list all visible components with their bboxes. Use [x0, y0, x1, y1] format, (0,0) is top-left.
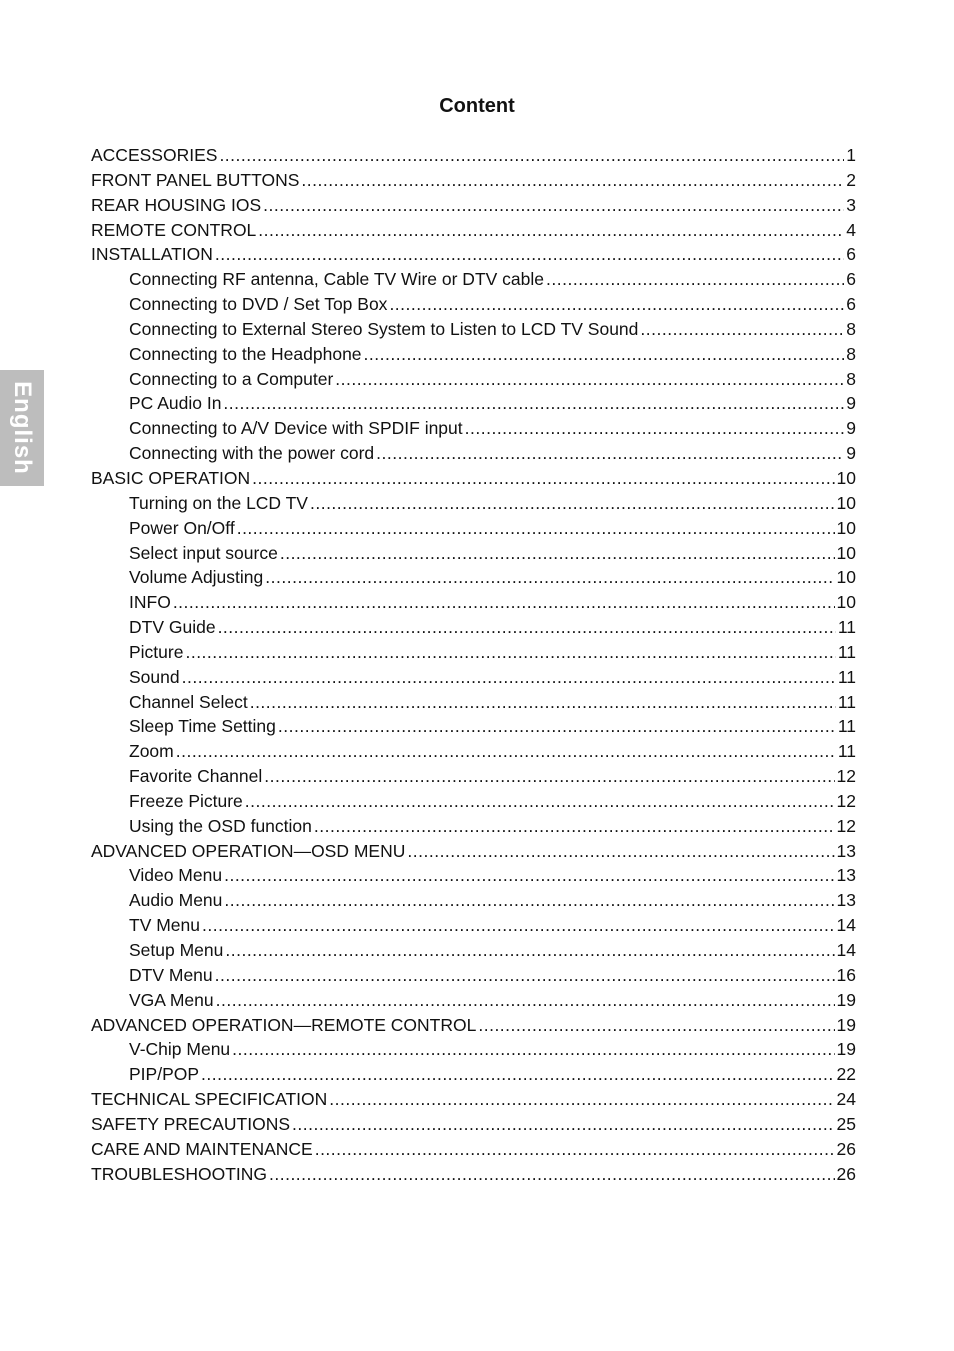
toc-subentry	[91, 292, 856, 317]
toc-subentry	[91, 541, 856, 566]
toc-entry	[91, 839, 856, 864]
dot-leader	[225, 938, 834, 963]
toc-page-number: 10	[836, 542, 856, 563]
toc-entry-label: INSTALLATION	[91, 244, 213, 265]
toc-page-number: 11	[837, 691, 856, 712]
dot-leader	[182, 665, 836, 690]
dot-leader	[215, 242, 844, 267]
toc-entry	[91, 242, 856, 267]
toc-entry-label: Sleep Time Setting	[129, 716, 276, 737]
toc-entry	[91, 1112, 856, 1137]
toc-page-number: 14	[836, 940, 856, 960]
toc-subentry	[91, 988, 856, 1013]
toc-subentry	[91, 714, 856, 739]
dot-leader	[335, 367, 844, 392]
dot-leader	[219, 143, 844, 168]
dot-leader	[201, 1062, 835, 1087]
toc-page-number: 12	[836, 790, 856, 811]
toc-page-number: 10	[836, 517, 856, 538]
dot-leader	[245, 789, 835, 814]
toc-entry	[91, 1162, 856, 1187]
toc-page-number: 1	[846, 145, 856, 165]
toc-page-number: 12	[836, 766, 856, 787]
toc-entry-label: SAFETY PRECAUTIONS	[91, 1113, 291, 1134]
toc-entry	[91, 168, 856, 193]
toc-page-number: 16	[836, 964, 856, 985]
toc-page-number: 6	[846, 294, 856, 315]
toc-entry-label: ADVANCED OPERATION—REMOTE CONTROL	[91, 1014, 477, 1035]
toc-subentry	[91, 640, 856, 665]
toc-entry-label: Video Menu	[129, 865, 223, 886]
toc-subentry	[91, 913, 856, 938]
toc-page-number: 4	[846, 219, 856, 240]
toc-page-number: 24	[836, 1089, 856, 1110]
toc-page-number: 10	[836, 467, 856, 488]
dot-leader	[173, 590, 835, 615]
toc-entry-label: Connecting to A/V Device with SPDIF input	[129, 418, 463, 439]
dot-leader	[292, 1112, 835, 1137]
language-tab-label: English	[9, 381, 36, 475]
dot-leader	[224, 863, 834, 888]
toc-page-number: 3	[846, 194, 856, 215]
toc-entry-label: ADVANCED OPERATION—OSD MENU	[91, 840, 406, 861]
toc-entry-label: Using the OSD function	[129, 815, 312, 836]
toc-entry-label: INFO	[129, 592, 171, 613]
toc-subentry	[91, 416, 856, 441]
toc-subentry	[91, 863, 856, 888]
toc-page-number: 26	[836, 1163, 856, 1184]
toc-entry-label: DTV Menu	[129, 964, 213, 985]
toc-page-number: 9	[846, 393, 856, 414]
dot-leader	[301, 168, 844, 193]
dot-leader	[269, 1162, 835, 1187]
toc-subentry	[91, 690, 856, 715]
toc-page-number: 11	[837, 641, 856, 662]
toc-entry	[91, 466, 856, 491]
toc-entry	[91, 193, 856, 218]
toc-subentry	[91, 1062, 856, 1087]
dot-leader	[407, 839, 834, 864]
toc-entry-label: TECHNICAL SPECIFICATION	[91, 1089, 328, 1110]
toc-page-number: 9	[846, 418, 856, 439]
toc-entry-label: Power On/Off	[129, 517, 235, 538]
toc-page-number: 10	[836, 592, 856, 613]
dot-leader	[202, 913, 835, 938]
dot-leader	[478, 1013, 834, 1038]
toc-entry-label: ACCESSORIES	[91, 145, 218, 165]
dot-leader	[185, 640, 835, 665]
toc-entry-label: Connecting to DVD / Set Top Box	[129, 294, 388, 315]
dot-leader	[265, 565, 834, 590]
toc-entry-label: Favorite Channel	[129, 766, 263, 787]
toc-entry-label: Connecting to a Computer	[129, 368, 334, 389]
toc-entry-label: Audio Menu	[129, 890, 223, 911]
toc-entry	[91, 1087, 856, 1112]
toc-page-number: 10	[836, 492, 856, 513]
toc-page-number: 14	[836, 915, 856, 936]
toc-page-number: 8	[846, 343, 856, 364]
dot-leader	[364, 342, 845, 367]
toc-page-number: 8	[846, 318, 856, 339]
toc-subentry	[91, 317, 856, 342]
dot-leader	[546, 267, 844, 292]
toc-entry-label: REMOTE CONTROL	[91, 219, 257, 240]
toc-entry-label: Setup Menu	[129, 940, 224, 960]
toc-entry	[91, 1013, 856, 1038]
dot-leader	[329, 1087, 834, 1112]
dot-leader	[237, 516, 835, 541]
dot-leader	[232, 1037, 834, 1062]
dot-leader	[258, 218, 844, 243]
toc-entry-label: Connecting to External Stereo System to Listen to LCD TV Sound	[129, 318, 639, 339]
dot-leader	[215, 963, 835, 988]
toc-page-number: 19	[836, 989, 856, 1010]
toc-entry-label: Zoom	[129, 741, 174, 762]
toc-subentry	[91, 814, 856, 839]
toc-page-number: 2	[846, 169, 856, 190]
dot-leader	[250, 690, 836, 715]
toc-entry	[91, 1137, 856, 1162]
toc-subentry	[91, 888, 856, 913]
toc-page-number: 13	[836, 865, 856, 886]
toc-entry-label: Freeze Picture	[129, 790, 243, 811]
toc-page-number: 13	[836, 840, 856, 861]
toc-subentry	[91, 789, 856, 814]
toc-subentry	[91, 367, 856, 392]
toc-entry-label: VGA Menu	[129, 989, 214, 1010]
dot-leader	[263, 193, 844, 218]
toc-entry	[91, 143, 856, 168]
dot-leader	[218, 615, 836, 640]
dot-leader	[389, 292, 844, 317]
dot-leader	[315, 1137, 835, 1162]
dot-leader	[310, 491, 835, 516]
toc-entry-label: TV Menu	[129, 915, 200, 936]
dot-leader	[280, 541, 835, 566]
toc-entry-label: Volume Adjusting	[129, 567, 264, 588]
toc-page-number: 11	[837, 741, 856, 762]
toc-subentry	[91, 764, 856, 789]
page-title: Content	[439, 95, 515, 117]
toc-entry-label: TROUBLESHOOTING	[91, 1163, 267, 1184]
dot-leader	[640, 317, 844, 342]
toc-entry	[91, 218, 856, 243]
dot-leader	[264, 764, 834, 789]
toc-entry-label: Channel Select	[129, 691, 248, 712]
toc-page-number: 6	[846, 269, 856, 290]
dot-leader	[224, 888, 834, 913]
toc-subentry	[91, 342, 856, 367]
toc-subentry	[91, 491, 856, 516]
toc-page-number: 11	[837, 666, 856, 687]
toc-subentry	[91, 665, 856, 690]
toc-page-number: 26	[836, 1138, 856, 1159]
toc-entry-label: Turning on the LCD TV	[129, 492, 308, 513]
toc-page-number: 22	[836, 1064, 856, 1085]
toc-entry-label: Select input source	[129, 542, 278, 563]
toc-subentry	[91, 565, 856, 590]
toc-subentry	[91, 615, 856, 640]
toc-entry-label: Picture	[129, 641, 184, 662]
dot-leader	[223, 391, 844, 416]
toc-page-number: 8	[846, 368, 856, 389]
toc-page-number: 19	[836, 1039, 856, 1060]
toc-subentry	[91, 516, 856, 541]
dot-leader	[314, 814, 835, 839]
toc-page-number: 11	[837, 617, 856, 638]
toc-subentry	[91, 391, 856, 416]
toc-page-number: 10	[836, 567, 856, 588]
toc-entry-label: V-Chip Menu	[129, 1039, 231, 1060]
dot-leader	[216, 988, 835, 1013]
toc-subentry	[91, 938, 856, 963]
toc-page-number: 25	[836, 1113, 856, 1134]
toc-page-number: 19	[836, 1014, 856, 1035]
toc-subentry	[91, 963, 856, 988]
toc-entry-label: CARE AND MAINTENANCE	[91, 1138, 313, 1159]
dot-leader	[376, 441, 844, 466]
toc-page-number: 13	[836, 890, 856, 911]
toc-entry-label: Connecting to the Headphone	[129, 343, 362, 364]
language-tab	[0, 370, 44, 486]
toc-page-number: 9	[846, 443, 856, 464]
dot-leader	[252, 466, 834, 491]
toc-entry-label: Sound	[129, 666, 180, 687]
table-of-contents	[91, 143, 856, 1186]
toc-entry-label: Connecting RF antenna, Cable TV Wire or DTV cable	[129, 269, 545, 290]
toc-subentry	[91, 1037, 856, 1062]
toc-subentry	[91, 590, 856, 615]
toc-entry-label: Connecting with the power cord	[129, 443, 375, 464]
toc-entry-label: DTV Guide	[129, 617, 216, 638]
toc-entry-label: REAR HOUSING IOS	[91, 194, 262, 215]
toc-subentry	[91, 267, 856, 292]
toc-page-number: 6	[846, 244, 856, 265]
toc-page-number: 11	[837, 716, 856, 737]
toc-subentry	[91, 441, 856, 466]
dot-leader	[465, 416, 845, 441]
toc-entry-label: BASIC OPERATION	[91, 467, 251, 488]
toc-entry-label: PC Audio In	[129, 393, 222, 414]
toc-entry-label: PIP/POP	[129, 1064, 200, 1085]
dot-leader	[176, 739, 836, 764]
toc-subentry	[91, 739, 856, 764]
toc-page-number: 12	[836, 815, 856, 836]
toc-entry-label: FRONT PANEL BUTTONS	[91, 169, 300, 190]
dot-leader	[278, 714, 836, 739]
